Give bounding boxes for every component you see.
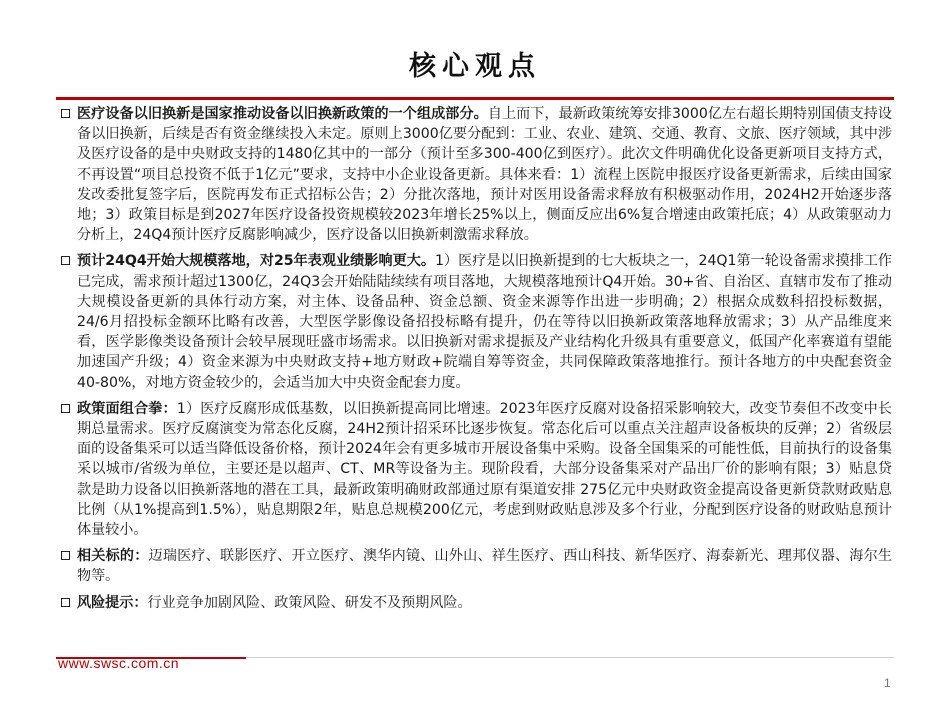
page-number: 1 [884,676,891,690]
checkbox-bullet-icon [61,551,70,560]
bullet-policy-background [60,104,892,245]
checkbox-bullet-icon [61,256,70,265]
bullet-heading: 风险提示： [77,594,148,611]
website-link[interactable]: www.swsc.com.cn [58,655,180,671]
bullet-related-stocks [60,546,892,586]
key-points-list [60,104,892,619]
bullet-heading: 预计24Q4开始大规模落地，对25年表观业绩影响更大。 [77,253,435,270]
bullet-risk-warning [60,593,892,613]
bullet-body: 行业竞争加剧风险、政策风险、研发不及预期风险。 [147,594,472,611]
bullet-body: 自上而下，最新政策统筹安排3000亿左右超长期特别国债支持设备以旧换新，后续是否有资金继续投入未定。原则上3000亿要分配到：工业、农业、建筑、交通、教育、文旅、医疗领域，其中涉及医疗设备的是中央财政支持的1480亿其中的一部分（预计至多300-400亿到医疗）。此次文件明确优化设备更新项目支持方式，不再设置“项目总投资不低于1亿元”要求，支持中小企业设备更新。具体来看：1）流程上医院申报医疗设备更新需求，后续由国家发改委批复签字后，医院再发布正式招标公告；2）分批次落地，预计对医用设备需求释放有积极驱动作用，2024H2开始逐步落地；3）政策目标是到2027年医疗设备投资规模较2023年增长25%以上，侧面反应出6%复合增速由政策托底；4）从政策驱动力分析上，24Q4预计医疗反腐影响减少，医疗设备以旧换新刺激需求释放。 [77,106,892,244]
checkbox-bullet-icon [61,598,70,607]
checkbox-bullet-icon [61,404,70,413]
bullet-policy-combination [60,399,892,540]
checkbox-bullet-icon [61,109,70,118]
bullet-heading: 相关标的： [77,548,149,565]
bullet-body: 迈瑞医疗、联影医疗、开立医疗、澳华内镜、山外山、祥生医疗、西山科技、新华医疗、海泰新光、理邦仪器、海尔生物等。 [77,548,893,585]
bullet-body: 1）医疗反腐形成低基数，以旧换新提高同比增速。2023年医疗反腐对设备招采影响较大，改变节奏但不改变中长期总量需求。医疗反腐演变为常态化反腐，24H2预计招采环比逐步恢复。常态化后可以重点关注超声设备板块的反弹；2）省级层面的设备集采可以适当降低设备价格，预计2024年会有更多城市开展设备集中采购。设备全国集采的可能性低，目前执行的设备集采以城市/省级为单位，主要还是以超声、CT、MR等设备为主。现阶段看，大部分设备集采对产品出厂价的影响有限；3）贴息贷款是助力设备以旧换新落地的潜在工具，最新政策明确财政部通过原有渠道安排 275亿元中央财政资金提高设备更新贷款财政贴息比例（从1%提高到1.5%），贴息期限2年，贴息总规模200亿元，考虑到财政贴息涉及多个行业，分配到医疗设备的财政贴息预计体量较小。 [77,400,893,539]
bullet-body: 1）医疗是以旧换新提到的七大板块之一，24Q1第一轮设备需求摸排工作已完成，需求预计超过1300亿，24Q3会开始陆陆续续有项目落地，大规模落地预计Q4开始。30+省、自治区、直辖市发布了推动大规模设备更新的具体行动方案，对主体、设备品种、资金总额、资金来源等作出进一步明确；2）根据众成数科招投标数据，24/6月招投标金额环比略有改善，大型医学影像设备招投标略有提升，仍在等待以旧换新政策落地释放需求；3）从产品维度来看，医学影像类设备预计会较早展现旺盛市场需求。以旧换新对需求提振及产业结构化升级具有重要意义，低国产化率赛道有望能加速国产升级；4）资金来源为中央财政支持+地方财政+院端自筹等资金，共同保障政策落地推行。预计各地方的中央配套资金40-80%，对地方资金较少的，会适当加大中央资金配套力度。 [77,253,892,391]
bullet-rollout-timing [60,251,892,392]
bullet-heading: 政策面组合拳： [77,400,177,417]
page-title: 核心观点 [409,51,541,82]
title-divider [56,97,894,100]
bullet-heading: 医疗设备以旧换新是国家推动设备以旧换新政策的一个组成部分。 [77,106,488,122]
